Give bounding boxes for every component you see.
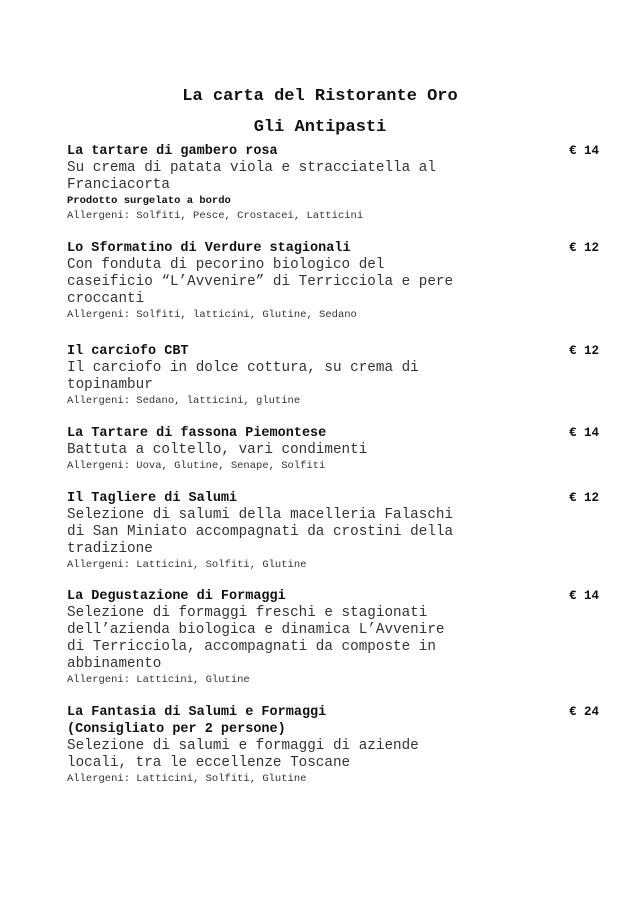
menu-item [67,704,599,786]
item-price: € 14 [568,589,599,603]
item-name: La Fantasia di Salumi e Formaggi (Consigliato per 2 persone) [67,705,327,737]
item-price: € 12 [568,491,599,505]
item-price: € 24 [568,705,599,719]
menu-item [67,240,599,322]
item-name: La Tartare di fassona Piemontese [67,426,327,441]
section-title: Gli Antipasti [253,118,387,137]
item-price: € 14 [568,426,599,440]
item-name: Il Tagliere di Salumi [67,491,238,506]
item-description: Su crema di patata viola e stracciatella al Franciacorta [67,160,436,193]
item-price: € 12 [568,241,599,255]
item-description: Selezione di salumi della macelleria Falaschi di San Miniato accompagnati da crostini della tradizione [67,507,454,557]
item-note: Prodotto surgelato a bordo [67,195,231,207]
item-allergens: Allergeni: Latticini, Solfiti, Glutine [67,559,307,571]
menu-item [67,588,599,687]
item-allergens: Allergeni: Sedano, latticini, glutine [67,395,301,407]
item-allergens: Allergeni: Uova, Glutine, Senape, Solfiti [67,460,326,472]
menu-item [67,490,599,572]
item-allergens: Allergeni: Latticini, Solfiti, Glutine [67,773,307,785]
item-name: Il carciofo CBT [67,344,189,359]
menu-item [67,143,599,223]
item-description: Il carciofo in dolce cottura, su crema di topinambur [67,360,419,393]
item-name: Lo Sformatino di Verdure stagionali [67,241,351,256]
page-title: La carta del Ristorante Oro [182,87,458,106]
item-allergens: Allergeni: Solfiti, latticini, Glutine, Sedano [67,309,357,321]
item-description: Selezione di formaggi freschi e stagionati dell’azienda biologica e dinamica L’Avvenire di Terricciola, accompagnati da composte in abbinamento [67,605,445,672]
item-description: Selezione di salumi e formaggi di aziende locali, tra le eccellenze Toscane [67,738,419,771]
menu-item [67,343,599,408]
item-price: € 12 [568,344,599,358]
item-description: Battuta a coltello, vari condimenti [67,442,368,458]
item-description: Con fonduta di pecorino biologico del caseificio “L’Avvenire” di Terricciola e pere croccanti [67,257,454,307]
item-name: La tartare di gambero rosa [67,144,278,159]
item-price: € 14 [568,144,599,158]
item-name: La Degustazione di Formaggi [67,589,286,604]
menu-item [67,425,599,473]
item-allergens: Allergeni: Latticini, Glutine [67,674,250,686]
item-allergens: Allergeni: Solfiti, Pesce, Crostacei, Latticini [67,210,364,222]
